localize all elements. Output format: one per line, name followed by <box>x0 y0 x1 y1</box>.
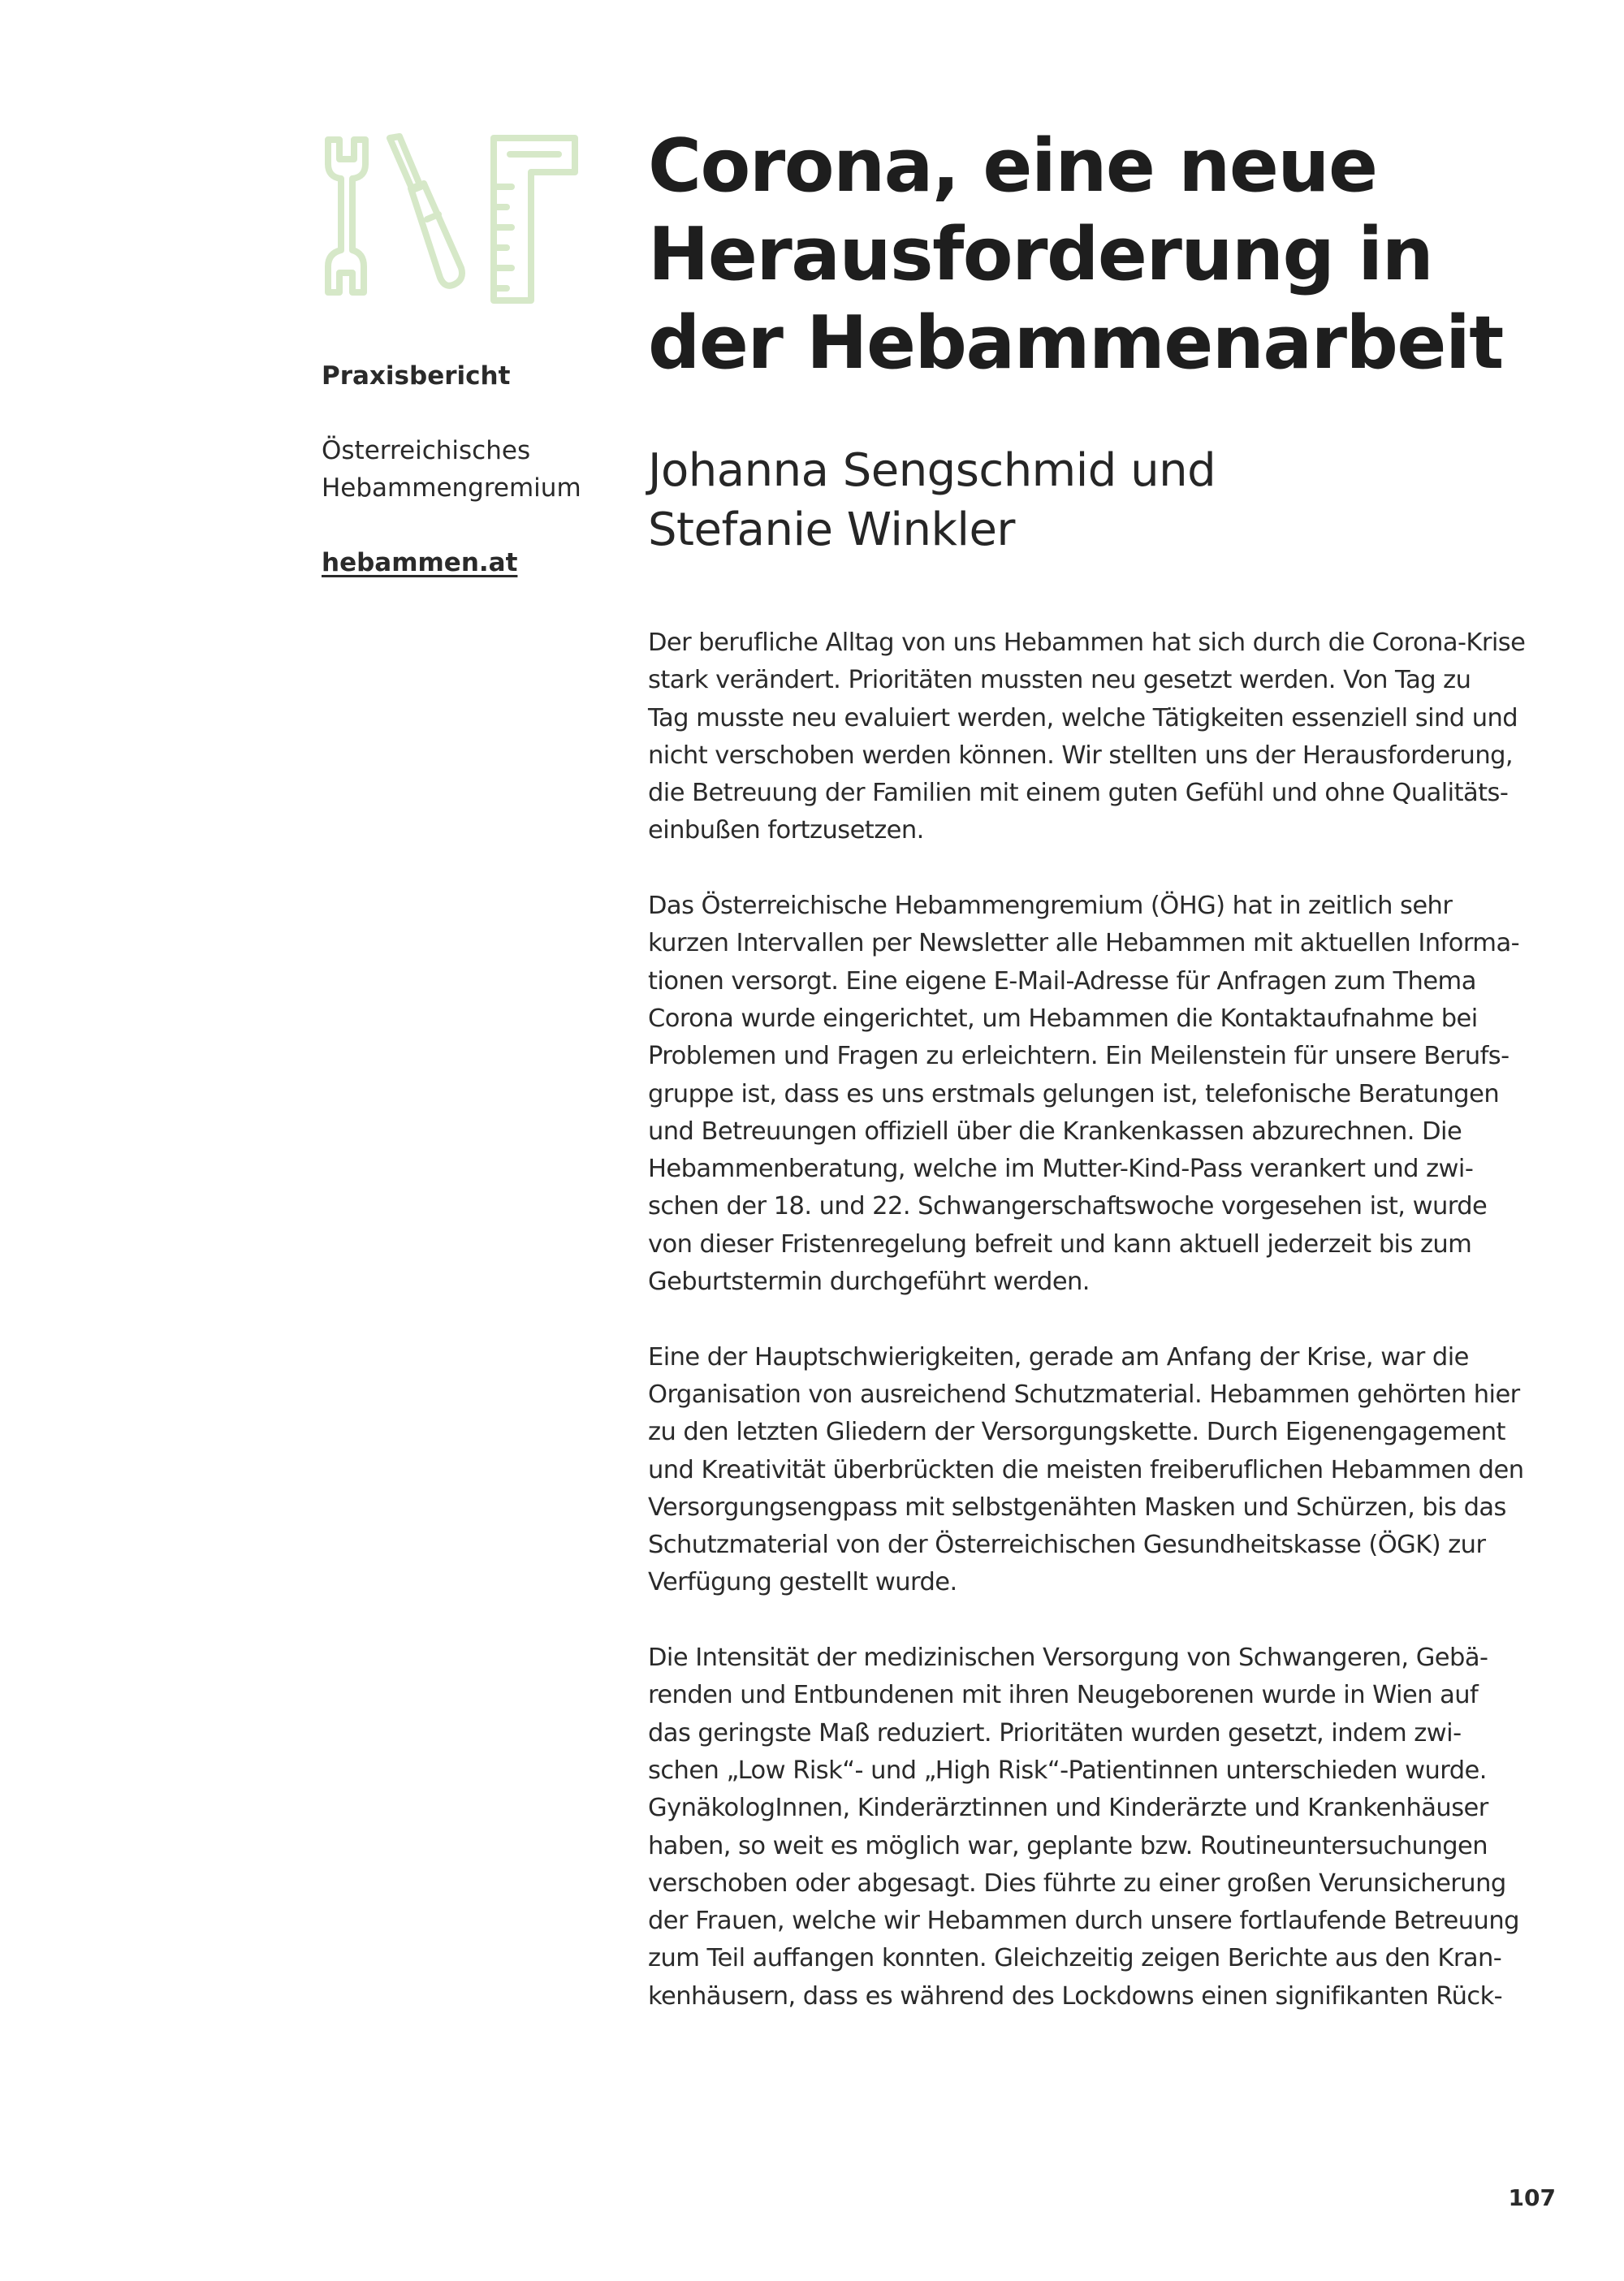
paragraph-line: GynäkologInnen, Kinderärztinnen und Kinderärzte und Krankenhäuser <box>648 1794 1488 1823</box>
section-label: Praxisbericht <box>322 361 511 391</box>
organization-line: Hebammengremium <box>322 473 581 503</box>
organization-name <box>322 432 598 507</box>
paragraph-line: gruppe ist, dass es uns erstmals gelungen ist, telefonische Beratungen <box>648 1079 1500 1108</box>
article-body <box>648 624 1566 2015</box>
paragraph-line: Schutzmaterial von der Österreichischen Gesundheitskasse (ÖGK) zur <box>648 1531 1486 1560</box>
author-line: Stefanie Winkler <box>648 503 1015 556</box>
tools-icon <box>318 130 586 309</box>
screwdriver-icon <box>390 136 462 286</box>
paragraph-line: Versorgungsengpass mit selbstgenähten Masken und Schürzen, bis das <box>648 1493 1506 1522</box>
paragraph-line: der Frauen, welche wir Hebammen durch unsere fortlaufende Betreuung <box>648 1907 1519 1936</box>
paragraph-line: und Kreativität überbrückten die meisten freiberuflichen Hebammen den <box>648 1455 1524 1484</box>
paragraph-line: Hebammenberatung, welche im Mutter-Kind-Pass verankert und zwi- <box>648 1155 1474 1184</box>
paragraph-line: stark verändert. Prioritäten mussten neu gesetzt werden. Von Tag zu <box>648 666 1471 695</box>
paragraph-line: und Betreuungen offiziell über die Krankenkassen abzurechnen. Die <box>648 1117 1462 1146</box>
paragraph <box>648 1639 1566 2015</box>
article-authors <box>648 441 1566 559</box>
paragraph-line: schen der 18. und 22. Schwangerschaftswoche vorgesehen ist, wurde <box>648 1192 1488 1221</box>
paragraph-line: schen „Low Risk“- und „High Risk“-Patientinnen unterschieden wurde. <box>648 1756 1487 1785</box>
title-line: Herausforderung in <box>648 212 1433 297</box>
paragraph-line: Die Intensität der medizinischen Versorgung von Schwangeren, Gebä- <box>648 1644 1488 1673</box>
paragraph-line: Der berufliche Alltag von uns Hebammen hat sich durch die Corona-Krise <box>648 629 1526 657</box>
paragraph-line: die Betreuung der Familien mit einem guten Gefühl und ohne Qualitäts- <box>648 779 1509 808</box>
paragraph-line: Corona wurde eingerichtet, um Hebammen die Kontaktaufnahme bei <box>648 1004 1478 1033</box>
author-line: Johanna Sengschmid und <box>648 444 1216 497</box>
paragraph-line: Geburtstermin durchgeführt werden. <box>648 1268 1090 1297</box>
paragraph-line: Verfügung gestellt wurde. <box>648 1568 957 1597</box>
paragraph <box>648 888 1566 1301</box>
paragraph-line: haben, so weit es möglich war, geplante bzw. Routineuntersuchungen <box>648 1831 1488 1860</box>
paragraph-line: Eine der Hauptschwierigkeiten, gerade am Anfang der Krise, war die <box>648 1342 1469 1372</box>
paragraph-line: kenhäusern, dass es während des Lockdowns einen signifikanten Rück- <box>648 1981 1503 2011</box>
paragraph-line: tionen versorgt. Eine eigene E-Mail-Adresse für Anfragen zum Thema <box>648 966 1476 996</box>
set-square-icon <box>494 138 575 300</box>
organization-line: Österreichisches <box>322 436 531 465</box>
paragraph <box>648 1339 1566 1602</box>
title-line: der Hebammenarbeit <box>648 300 1503 386</box>
paragraph-line: Problemen und Fragen zu erleichtern. Ein Meilenstein für unsere Berufs- <box>648 1042 1510 1071</box>
paragraph-line: nicht verschoben werden können. Wir stellten uns der Herausforderung, <box>648 741 1514 770</box>
website-link[interactable]: hebammen.at <box>322 548 518 577</box>
title-line: Corona, eine neue <box>648 123 1377 209</box>
wrench-icon <box>328 140 365 292</box>
paragraph-line: Das Österreichische Hebammengremium (ÖHG) hat in zeitlich sehr <box>648 892 1453 921</box>
article-title <box>648 122 1566 387</box>
sidebar <box>322 357 598 581</box>
paragraph-line: Organisation von ausreichend Schutzmaterial. Hebammen gehörten hier <box>648 1380 1520 1409</box>
paragraph-line: zu den letzten Gliedern der Versorgungskette. Durch Eigenengagement <box>648 1418 1505 1447</box>
paragraph-line: renden und Entbundenen mit ihren Neugeborenen wurde in Wien auf <box>648 1681 1479 1710</box>
paragraph-line: von dieser Fristenregelung befreit und kann aktuell jederzeit bis zum <box>648 1229 1472 1259</box>
paragraph-line: Tag musste neu evaluiert werden, welche Tätigkeiten essenziell sind und <box>648 703 1518 732</box>
article <box>648 122 1566 2053</box>
paragraph <box>648 624 1566 850</box>
paragraph-line: zum Teil auffangen konnten. Gleichzeitig zeigen Berichte aus den Kran- <box>648 1944 1502 1973</box>
paragraph-line: einbußen fortzusetzen. <box>648 816 924 845</box>
page-number: 107 <box>1508 2184 1556 2211</box>
paragraph-line: verschoben oder abgesagt. Dies führte zu einer großen Verunsicherung <box>648 1868 1506 1898</box>
paragraph-line: kurzen Intervallen per Newsletter alle Hebammen mit aktuellen Informa- <box>648 929 1520 958</box>
paragraph-line: das geringste Maß reduziert. Prioritäten wurden gesetzt, indem zwi- <box>648 1718 1462 1747</box>
